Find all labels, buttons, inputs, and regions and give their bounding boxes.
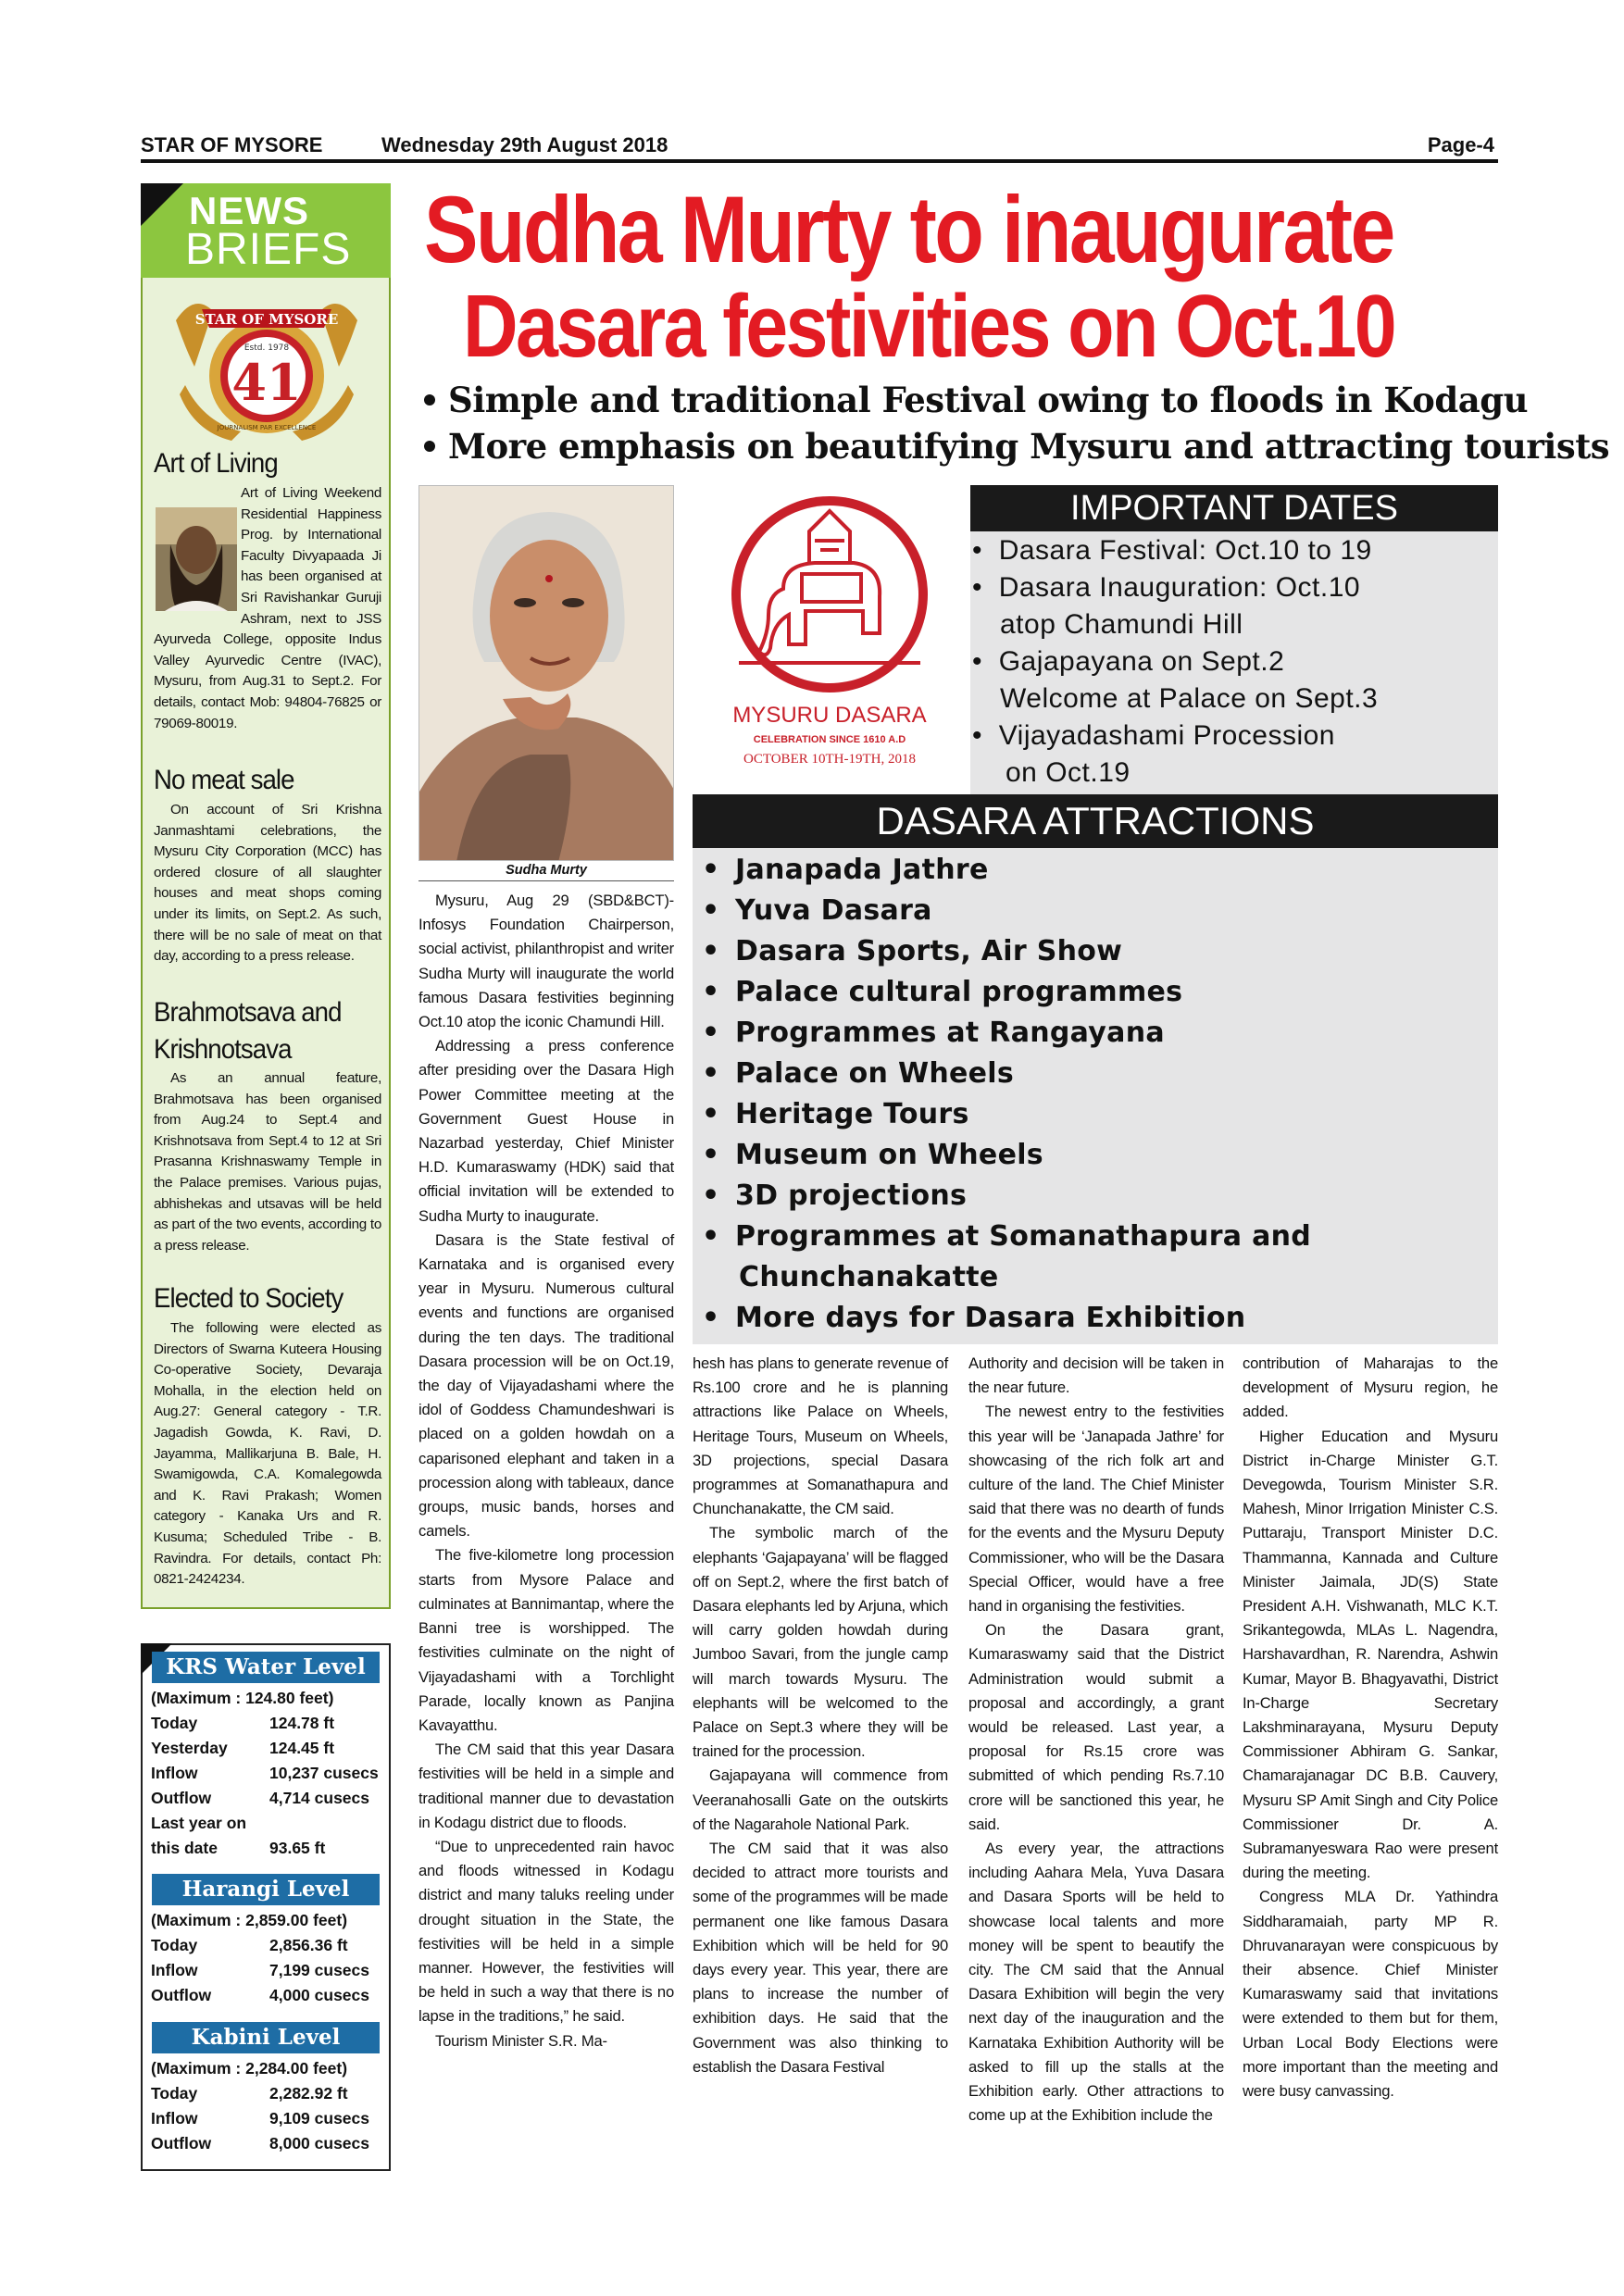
date-item-cont: Welcome at Palace on Sept.3 — [1000, 683, 1379, 714]
subhead-2: More emphasis on beautifying Mysuru and attracting tourists — [424, 426, 1609, 467]
headline-line-1: Sudha Murty to inaugurate — [424, 177, 1393, 282]
attraction-item: • Palace on Wheels — [702, 1057, 1015, 1090]
article-column-1: Mysuru, Aug 29 (SBD&BCT)- Infosys Foundation Chairperson, social activist, philanthropist and writer Sudha Murty will inaugurate the world famous Dasara festivities beginning Oct.10 atop the iconic Chamundi Hill. Addressing a press conference after presiding over the Dasara High Power Committee meeting at the Government Guest House in Nazarbad yesterday, Chief Minister H.D. Kumaraswamy (HDK) said that official invitation will be extended to Sudha Murty to inaugurate. Dasara is the State festival of Karnataka and is organised every year in Mysuru. Numerous cultural events and functions are organised during the ten days. The traditional Dasara procession will be on Oct.19, the day of Vijayadashami where the idol of Goddess Chamundeshwari is placed on a golden howdah on a caparisoned elephant and taken in a procession along with tableaux, dance groups, music bands, horses and camels. The five-kilometre long procession starts from Mysore Palace and culminates at Bannimantap, where the Banni tree is worshipped. The festivities culminate on the night of Vijayadashami with a Torchlight Parade, locally known as Panjina Kavayatthu. The CM said that this year Dasara festivities will be held in a simple and traditional manner due to devastation in Kodagu district due to floods. “Due to unprecedented rain havoc and floods witnessed in Kodagu district and many taluks reeling under drought situation in the State, the festivities will be held in a simple manner. However, the festivities will be held in such a way that there is no lapse in the traditions,” he said. Tourism Minister S.R. Ma- — [418, 892, 674, 2050]
harangi-title: Harangi Level — [152, 1874, 380, 1905]
krs-row-yesterday: Yesterday 124.45 ft — [151, 1739, 335, 1757]
date-item-cont: atop Chamundi Hill — [1000, 609, 1243, 640]
date-item: • Gajapayana on Sept.2 — [972, 646, 1285, 677]
brief-heading-art-of-living: Art of Living — [154, 448, 278, 479]
harangi-row-outflow: Outflow 4,000 cusecs — [151, 1986, 370, 2004]
corner-triangle — [141, 183, 183, 226]
kabini-row-inflow: Inflow 9,109 cusecs — [151, 2109, 370, 2128]
brief-heading-elected-to-society: Elected to Society — [154, 1283, 344, 1314]
brief-heading-brahmotsava: Brahmotsava and Krishnotsava — [154, 997, 342, 1065]
date-item-cont: on Oct.19 — [1006, 757, 1131, 788]
emblem-estd: Estd. 1978 — [244, 343, 290, 353]
harangi-row-today: Today 2,856.36 ft — [151, 1936, 348, 1954]
attraction-item: • Programmes at Rangayana — [702, 1017, 1165, 1049]
attraction-item: • Heritage Tours — [702, 1098, 969, 1130]
article-column-2: hesh has plans to generate revenue of Rs.100 crore and he is planning attractions like Palace on Wheels, Heritage Tours, Museum on Wheels, 3D projections, special Dasara programmes at Somanathapura and Chunchanakatte, the CM said. The symbolic march of the elephants ‘Gajapayana’ will be flagged off on Sept.2, where the first batch of Dasara elephants led by Arjuna, which will carry golden howdah during Jumboo Savari, from the jungle camp will march towards Mysuru. The elephants will be welcomed to the Palace on Sept.3 where they will be trained for the procession. Gajapayana will commence from Veeranahosalli Gate on the outskirts of the Nagarahole National Park. The CM said that it was also decided to attract more tourists and some of the programmes will be made permanent one like famous Dasara Exhibition which will be held for 90 days every year. This year, there are plans to increase the number of exhibition days. He said that the Government was also thinking to establish the Dasara Festival — [693, 1354, 948, 2076]
subhead-1: Simple and traditional Festival owing to floods in Kodagu — [424, 380, 1528, 420]
date-item: • Dasara Inauguration: Oct.10 — [972, 572, 1361, 603]
harangi-max: (Maximum : 2,859.00 feet) — [151, 1911, 348, 1929]
attractions-header: DASARA ATTRACTIONS — [693, 794, 1498, 848]
attraction-item: • Dasara Sports, Air Show — [702, 935, 1123, 967]
attraction-item: • More days for Dasara Exhibition — [702, 1302, 1246, 1334]
kabini-title: Kabini Level — [152, 2022, 380, 2053]
krs-row-inflow: Inflow 10,237 cusecs — [151, 1764, 379, 1782]
kabini-row-today: Today 2,282.92 ft — [151, 2084, 348, 2103]
krs-row-lastyear: Last year on — [151, 1814, 247, 1832]
masthead — [141, 131, 1498, 163]
logo-title: MYSURU DASARA — [732, 703, 927, 728]
sudha-murty-photo — [418, 485, 674, 861]
kabini-row-outflow: Outflow 8,000 cusecs — [151, 2134, 370, 2152]
article-column-4: contribution of Maharajas to the development of Mysuru region, he added. Higher Education and Mysuru District in-Charge Minister G.T. Devegowda, Tourism Minister S.R. Mahesh, Minor Irrigation Minister C.S. Puttaraju, Transport Minister D.C. Thammanna, Kannada and Culture Minister Jaimala, JD(S) State President A.H. Vishwanath, MLC K.T. Srikantegowda, MLAs L. Nagendra, Harshavardhan, R. Narendra, Ashwin Kumar, Mayor B. Bhagyavathi, District In-Charge Secretary Lakshminarayana, Mysuru Deputy Commissioner Abhiram G. Sankar, Chamarajanagar DC B.B. Cauvery, Mysuru SP Amit Singh and City Police Commissioner Dr. A. Subramanyeswara Rao were present during the meeting. Congress MLA Dr. Yathindra Siddharamaiah, party MP R. Dhruvanarayan were conspicuous by their absence. Chief Minister Kumaraswamy said that invitations were extended to them but for them, Urban Local Body Elections were more important than the meeting and were busy canvassing. — [1243, 1354, 1498, 2101]
harangi-row-inflow: Inflow 7,199 cusecs — [151, 1961, 370, 1979]
date-item: • Dasara Festival: Oct.10 to 19 — [972, 535, 1372, 566]
dasara-elephant-logo-icon — [691, 485, 968, 781]
brief-body-art-of-living: Art of Living Weekend Residential Happiness Prog. by International Faculty Divyapaada Ji has been organised at Sri Ravishankar Guruji Ashram, next to JSS Ayurveda College, opposite Indus Valley Ayurvedic Centre (IVAC), Mysuru, from Aug.31 to Sept.2. For details, contact Mob: 94804-76825 or 79069-80019. — [154, 485, 381, 731]
logo-dates: OCTOBER 10TH-19TH, 2018 — [743, 752, 916, 767]
emblem-number: 41 — [231, 353, 302, 412]
emblem-ring: JOURNALISM PAR EXCELLENCE — [217, 424, 317, 431]
news-briefs-title-bottom: BRIEFS — [185, 225, 352, 274]
brief-heading-no-meat-sale: No meat sale — [154, 765, 294, 795]
krs-title: KRS Water Level — [152, 1652, 380, 1683]
attraction-item: • 3D projections — [702, 1179, 968, 1212]
portrait-icon — [419, 486, 674, 861]
emblem-banner: STAR OF MYSORE — [194, 311, 339, 328]
photo-caption: Sudha Murty — [418, 863, 674, 881]
attraction-item: • Yuva Dasara — [702, 894, 932, 927]
important-dates-header: IMPORTANT DATES — [970, 485, 1498, 531]
anniversary-emblem-icon — [157, 283, 376, 450]
attraction-item: • Programmes at Somanathapura and — [702, 1220, 1312, 1253]
attraction-item: • Palace cultural programmes — [702, 976, 1183, 1008]
issue-date: Wednesday 29th August 2018 — [381, 133, 668, 156]
krs-row-today: Today 124.78 ft — [151, 1714, 335, 1732]
krs-row-thisdate: this date 93.65 ft — [151, 1839, 326, 1857]
paper-name: STAR OF MYSORE — [141, 133, 323, 156]
logo-tagline: CELEBRATION SINCE 1610 A.D — [753, 734, 906, 745]
brief-body-elected-to-society: The following were elected as Directors of Swarna Kuteera Housing Co-operative Society, Devaraja Mohalla, in the election held on Aug.27: General category - T.R. Jagadish Gowda, K. Ravi, D. Jayamma, Mallikarjuna B. Bale, H. Swamigowda, C.A. Komalegowda and K. Ravi Prakash; Women category - Kanaka Urs and R. Kusuma; Scheduled Tribe - B. Ravindra. For details, contact Ph: 0821-2424234. — [154, 1320, 381, 1588]
krs-max: (Maximum : 124.80 feet) — [151, 1689, 334, 1707]
kabini-max: (Maximum : 2,284.00 feet) — [151, 2059, 348, 2078]
krs-row-outflow: Outflow 4,714 cusecs — [151, 1789, 370, 1807]
article-column-3: Authority and decision will be taken in the near future. The newest entry to the festivities this year will be ‘Janapada Jathre’ for showcasing of the rich folk art and culture of the land. The Chief Minister said that there was no dearth of funds for the events and the Mysuru Deputy Commissioner, who will be the Dasara Special Officer, would have a free hand in organising the festivities. On the Dasara grant, Kumaraswamy said that the District Administration would submit a proposal and accordingly, a grant would be released. Last year, a proposal for Rs.15 crore was submitted of which pending Rs.7.10 crore will be sanctioned this year, he said. As every year, the attractions including Aahara Mela, Yuva Dasara and Dasara Sports will be held to showcase local talents and more money will be spent to beautify the city. The CM said that the Annual Dasara Exhibition will begin the very next day of the inauguration and the Karnataka Exhibition Authority will be asked to fill up the stalls at the Exhibition early. Other attractions to come up at the Exhibition include the — [968, 1354, 1224, 2125]
news-briefs-title-top: NEWS — [189, 189, 309, 232]
attraction-item: • Janapada Jathre — [702, 854, 989, 886]
brief-body-brahmotsava: As an annual feature, Brahmotsava has been organised from Aug.24 to Sept.4 and Krishnotsava from Sept.4 to 12 at Sri Prasanna Krishnaswamy Temple in the Palace premises. Various pujas, abhishekas and utsavas will be held as part of the two events, according to a press release. — [154, 1070, 381, 1254]
attraction-item: • Museum on Wheels — [702, 1139, 1043, 1171]
headline-line-2: Dasara festivities on Oct.10 — [463, 277, 1395, 376]
mysuru-dasara-logo — [691, 485, 968, 781]
brief-body-no-meat-sale: On account of Sri Krishna Janmashtami celebrations, the Mysuru City Corporation (MCC) has ordered closure of all slaughter houses and meat shops coming under its limits, on Sept.2. As such, there will be no sale of meat on that day, according to a press release. — [154, 802, 381, 965]
page-number: Page-4 — [1427, 133, 1494, 156]
attraction-item-cont: Chunchanakatte — [739, 1261, 999, 1293]
date-item: • Vijayadashami Procession — [972, 720, 1335, 751]
